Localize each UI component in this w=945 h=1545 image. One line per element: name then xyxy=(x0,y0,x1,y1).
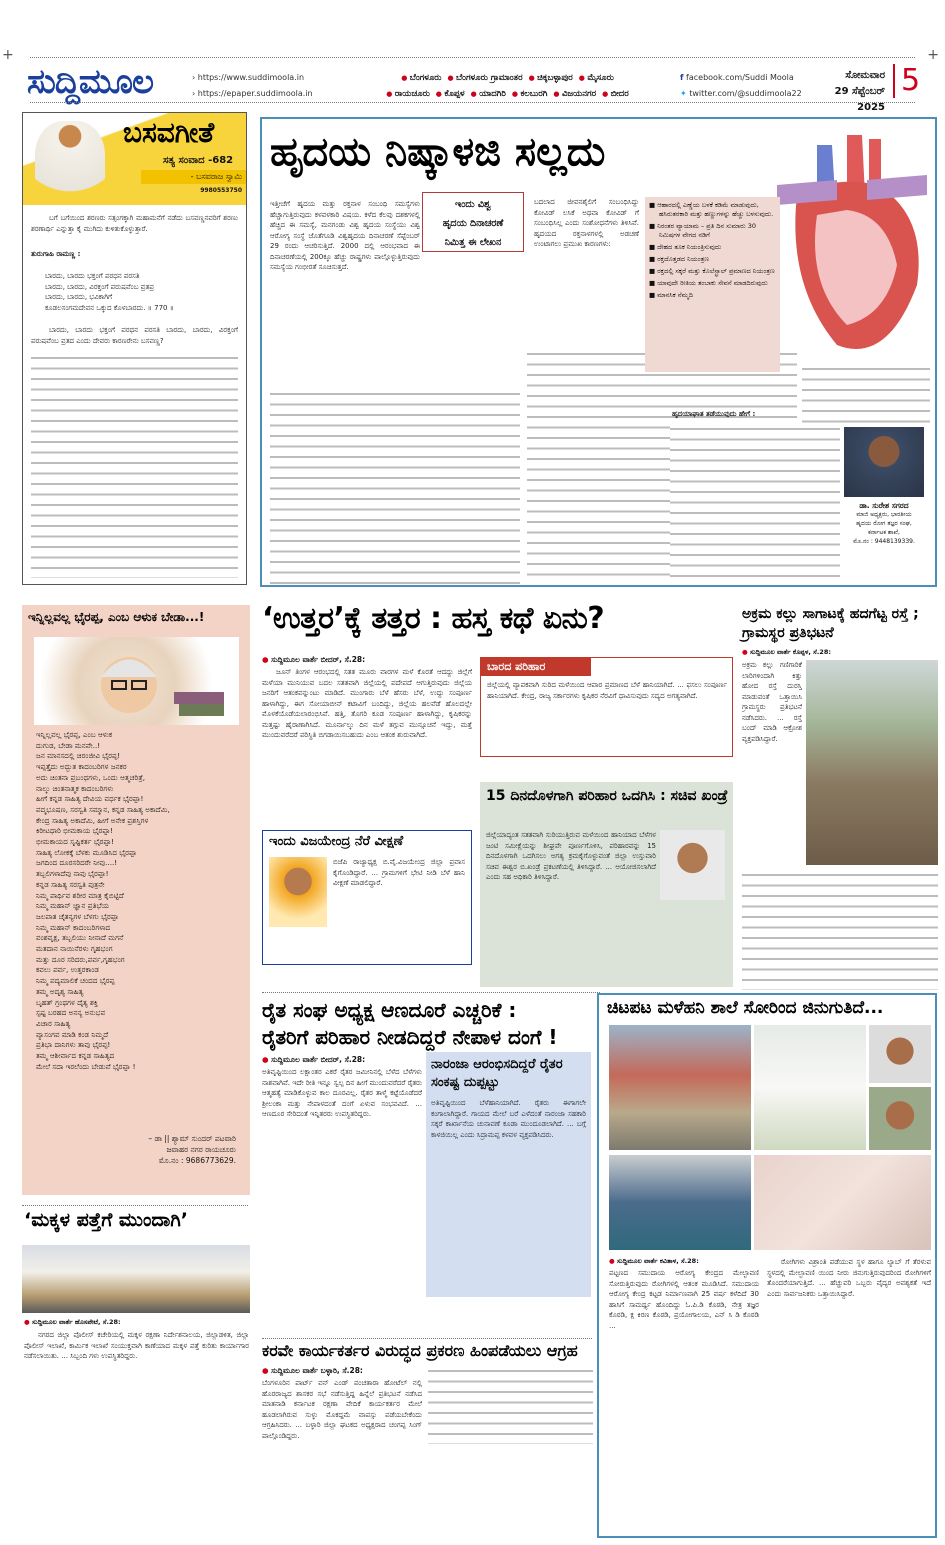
issue-date xyxy=(805,68,885,116)
lead-para-2: ಬದಲಾದ ಜೀವನಶೈಲಿಗೆ ಸಂಬಂಧಿಸಿದ್ದು ಕೋವಿಡ್ ಲಸಿಕೆ ಅಥವಾ ಕೋವಿಡ್ ಗೆ ಸಂಬಂಧಿಸಿಲ್ಲ ಎಂದು ಸಂಶೋಧನೆಗಳು ತಿಳಿಸಿವೆ. ಹೃದಯದ ರಕ್ತನಾಳಗಳಲ್ಲಿ ಅಡಚಣೆ ಉಂಟಾಗಲು ಪ್ರಮುಖ ಕಾರಣಗಳು: xyxy=(534,198,639,248)
damaged-road-photo xyxy=(806,660,938,865)
chitapata-body: ಪಟ್ಟಣದ ಸಮುದಾಯ ಆರೋಗ್ಯ ಕೇಂದ್ರದ ಮೇಲ್ಛಾವಣಿ ಸೋರುತ್ತಿರುವುದು ರೋಗಿಗಳಲ್ಲಿ ಆತಂಕ ಮೂಡಿಸಿದೆ. ಸಮುದಾಯ ಆರೋಗ್ಯ ಕೇಂದ್ರ ಕಟ್ಟಡ ನಿರ್ಮಾಣವಾಗಿ 25 ವರ್ಷ ಕಳೆದಿದೆ 30 ಹಾಸಿಗೆ ಸಾಮರ್ಥ್ಯ ಹೊಂದಿದ್ದು ಓ.ಪಿ.ಡಿ ಕೊಠಡಿ, ನೇತ್ರ ತಜ್ಞರ ಕೊಠಡಿ, ಕ್ಷ ಕಿರಣ ಕೊಠಡಿ, ಪ್ರಯೋಗಾಲಯ, ಎನ್ ಸಿ ಡಿ ಕೊಠಡಿ ... xyxy=(609,1269,759,1330)
poem-line: ಜಗದಿಂದ ದೂರಸರಿದರೇ ನೀವು....! xyxy=(36,858,118,868)
poem-line: ಇಪ್ಪತ್ತೈದು ಅದ್ಭುತ ಕಾದಂಬರಿಗಳ ಜನಕರ xyxy=(36,762,127,772)
khandre-box xyxy=(480,782,733,987)
verse-line: ಕೂಡಲಸಂಗಮದೇವನ ಒಕ್ಕುದ ಕೊಳಬಾರದು. ॥ 770 ॥ xyxy=(45,303,174,312)
verse-line: ಬಾರದು, ಬಾರದು, ವಿರಕ್ತಂಗೆ ಪರುಷವೆಂಬ ವ್ರತಪ್ರ xyxy=(45,282,154,291)
author-photo xyxy=(844,427,924,497)
poem-line: ಕೇಂದ್ರ ಸಾಹಿತ್ಯ ಅಕಾದೆಮಿ, ಹೀಗೆ ಅನೇಕ ಪ್ರಶಸ್ತಿಗಳ xyxy=(36,815,149,825)
makkala-byline: ● ಸುದ್ದಿಮೂಲ ವಾರ್ತೆ ಹೊಸಪೇಟೆ, ಸೆ.28: xyxy=(24,1318,121,1327)
akrama-body: ಅಕ್ರಮ ಕಲ್ಲು ಗಣಿಗಾರಿಕೆ ಲಾರಿಗಳಿಂದಾಗಿ ಕಿತ್ತು ಹೋದ ರಸ್ತೆ ದುರಸ್ತಿ ಮಾಡುವಂತೆ ಒತ್ತಾಯಿಸಿ ಗ್ರಾಮಸ್ಥರು ಪ್ರತಿಭಟನೆ ನಡೆಸಿದರು. ... ರಸ್ತೆ ಬಂದ್ ಮಾಡಿ ಆಕ್ರೋಶ ವ್ಯಕ್ತಪಡಿಸಿದ್ದಾರೆ. xyxy=(742,661,802,743)
chitapata-article xyxy=(597,993,937,1538)
workshop-photo xyxy=(22,1245,250,1313)
lead-headline: ಹೃದಯ ನಿಷ್ಕಾಳಜಿ ಸಲ್ಲದು xyxy=(270,129,606,175)
poem-line: ಸ್ಪಷ್ಟ ಬರಹದ ಅನನ್ಯ ಅನುಭವ xyxy=(36,1008,106,1018)
poem-line: ತಮ್ಮ ಆಶೀರ್ವಾದ ಕನ್ನಡ ಸಾಹಿತ್ಯದ xyxy=(36,1051,115,1061)
bhyrappa-portrait xyxy=(34,637,239,725)
author-line: ಹೃದಯ ರೋಗ ತಜ್ಞರ ಸಂಘ, xyxy=(856,520,912,527)
city-link[interactable]: ● ಬೀದರ xyxy=(602,89,629,99)
website-links xyxy=(192,70,313,102)
logo[interactable]: ಸುದ್ದಿಮೂಲ xyxy=(27,62,153,102)
heart-tip-text: ಯಾವುದೇ ರೀತಿಯ ತಂಬಾಕು ಸೇವನೆ ಮಾಡದಿರುವುದು xyxy=(657,279,768,287)
poem-line: ದುಗುಡ, ಬೇಡಾ ಮನವೇ..! xyxy=(36,740,101,750)
city-link[interactable]: ● ಕಲಬುರಗಿ xyxy=(512,89,547,99)
world-heart-day-note xyxy=(422,192,524,252)
khandre-title: 15 ದಿನದೊಳಗಾಗಿ ಪರಿಹಾರ ಒದಗಿಸಿ : ಸಚಿವ ಖಂಡ್ರೆ xyxy=(486,788,728,804)
bullet-square-icon: ■ xyxy=(649,267,658,275)
vijayendra-photo xyxy=(269,857,327,927)
heart-tip xyxy=(649,201,776,219)
city-link[interactable]: ● ವಿಜಯನಗರ xyxy=(553,89,596,99)
raitha-byline: ● ಸುದ್ದಿಮೂಲ ವಾರ್ತೆ ಬೀದರ್, ಸೆ.28: xyxy=(262,1055,365,1065)
heart-tip xyxy=(649,222,776,240)
lead-para-1: ಇತ್ತೀಚೆಗೆ ಹೃದಯ ಮತ್ತು ರಕ್ತನಾಳ ಸಂಬಂಧಿ ಸಮಸ್ಯೆಗಳು ಹೆಚ್ಚಾಗುತ್ತಿರುವುದು ಕಳವಳಕಾರಿ ವಿಷಯ. ಕಳೆದ ಕೆಲವು ದಶಕಗಳಲ್ಲಿ ಹೆಚ್ಚಿದ ಈ ಸಮಸ್ಯೆ, ಮನಗಂಡು ವಿಶ್ವ ಹೃದಯ ಸಂಸ್ಥೆಯು ವಿಶ್ವ ಆರೋಗ್ಯ ಸಂಸ್ಥೆ ಜೊತೆಗೂಡಿ ವಿಶ್ವಹೃದಯ ದಿನಾಚರಣೆ ಸೆಪ್ಟೆಂಬರ್ 29 ರಂದು ಆಚರಿಸುತ್ತಿದೆ. 2000 ದಲ್ಲಿ ಆರಂಭವಾದ ಈ ದಿನಾಚರಣೆಯಲ್ಲಿ 200ಕ್ಕೂ ಹೆಚ್ಚು ರಾಷ್ಟ್ರಗಳು ಪಾಲ್ಗೊಳ್ಳುತ್ತಿರುವುದು ಸಮಸ್ಯೆಯ ಗಂಭೀರತೆ ಸೂಚಿಸುತ್ತದೆ. xyxy=(270,200,420,271)
twitter-icon: ✦ xyxy=(680,89,687,98)
heart-tips-box xyxy=(645,197,780,372)
akrama-byline: ● ಸುದ್ದಿಮೂಲ ವಾರ್ತೆ ಕೊಪ್ಪಳ, ಸೆ.28: xyxy=(742,648,831,657)
crop-mark: + xyxy=(2,47,14,63)
twitter-link[interactable]: twitter.com/@suddimoola22 xyxy=(689,89,802,98)
bullet-square-icon: ■ xyxy=(649,255,658,263)
author-line: ಮಾಜಿ ಅಧ್ಯಕ್ಷರು, ಭಾರತೀಯ xyxy=(856,511,912,518)
lead-col-1-text xyxy=(270,389,520,584)
basavageete-title: ಬಸವಗೀತೆ xyxy=(123,116,215,149)
section-divider xyxy=(262,1338,592,1339)
barada-parihara-box xyxy=(480,657,733,757)
barada-parihara-body: ಜಿಲ್ಲೆಯಲ್ಲಿ ವ್ಯಾಪಕವಾಗಿ ಸುರಿದ ಮಳೆಯಿಂದ ಆಪಾರ ಪ್ರಮಾಣದ ಬೆಳೆ ಹಾನಿಯಾಗಿದೆ. ... ಫಸಲು ಸಂಪೂರ್ಣ ಹಾನಿಯಾಗಿದೆ. ಕೇಂದ್ರ, ರಾಜ್ಯ ಸರ್ಕಾರಗಳು ಕೃಷಿಕರ ನೆರವಿಗೆ ಧಾವಿಸುವುದು ಸದ್ಯದ ಅಗತ್ಯವಾಗಿದೆ. xyxy=(487,681,727,700)
poem-line: ವ್ಯಾಸಂಗವ ಮಾಡಿ ಕಂಡ ನಿಮ್ಮದೆ xyxy=(36,1029,109,1039)
poem-line: ನಿಮ್ಮ ಪದ್ಯಮಾಲಿಕೆ ಚಂದದ ಭೈರಪ್ಪ xyxy=(36,976,115,986)
city-link[interactable]: ● ಕೊಪ್ಪಳ xyxy=(436,89,465,99)
city-link[interactable]: ● ಯಾದಗಿರಿ xyxy=(471,89,506,99)
heart-tip xyxy=(649,267,776,276)
section-divider xyxy=(262,992,600,993)
poem-line: ಪದ್ಮಭೂಷಣ, ಸರಸ್ವತಿ ಸಮ್ಮಾನ, ಕನ್ನಡ ಸಾಹಿತ್ಯ ಅಕಾದೆಮಿ, xyxy=(36,804,170,814)
top-divider xyxy=(30,57,915,58)
karave-body-continued xyxy=(428,1366,593,1444)
poem-line: ಜಲಪಾತ ಚೈತನ್ಯಗಳ ಬೆಳಗು ಭೈರಪ್ಪಾ xyxy=(36,911,119,921)
poem-lines xyxy=(36,730,241,1073)
official-photo-2 xyxy=(869,1087,931,1150)
crop-mark: + xyxy=(927,47,939,63)
poem-line: ಅದು ಚಿಂತನಾ ಪ್ರಬಂಧಗಳು, ಒಂದು ಆತ್ಮಚರಿತ್ರೆ, xyxy=(36,772,146,782)
basavageete-subtitle: ಸತ್ಯ ಸಂವಾದ -682 xyxy=(163,155,234,166)
epaper-link[interactable]: https://epaper.suddimoola.in xyxy=(197,89,313,98)
bullet-square-icon: ■ xyxy=(649,201,658,209)
heart-tip-text: ಆಹಾರದಲ್ಲಿ ಎಣ್ಣೆಯ ಬಳಕೆ ಕಡಿಮೆ ಮಾಡುವುದು, ಹಸಿರುತರಕಾರಿ ಮತ್ತು ಹಣ್ಣುಗಳನ್ನು ಹೆಚ್ಚು ಬಳಸುವುದು. xyxy=(657,201,774,218)
poem-line: ನಾಲ್ಕು ಚಿಂತನಾತ್ಮಕ ಕಾದಂಬರಿಗಳು xyxy=(36,783,114,793)
flooded-hospital-photo xyxy=(609,1025,751,1150)
basavanna-illustration xyxy=(35,121,105,206)
poem-line: ವಂಶವೃಕ್ಷ, ತಬ್ಬಲಿಯು ನೀನಾದೆ ಮಗನೆ xyxy=(36,933,124,943)
raitha-body: ಅತಿವೃಷ್ಟಿಯಿಂದ ಲಕ್ಷಾಂತರ ಎಕರೆ ರೈತರ ಜಮೀನಿನಲ್ಲಿ ಬೆಳೆದ ಬೆಳೆಗಳು ನಾಶವಾಗಿವೆ. ಇದೇ ರೀತಿ ಇನ್ನೂ ಸ್ವಲ್ಪ ದಿನ ಹೀಗೆ ಮುಂದುವರೆದರೆ ರೈತರು ಆತ್ಮಹತ್ಯೆ ಮಾಡಿಕೊಳ್ಳುವ ಕಾಲ ದೂರವಿಲ್ಲ. ರೈತರ ತಾಳ್ಮೆ ಕಟ್ಟೆಯೊಡೆದರೆ ಶ್ರೀಲಂಕಾ ಮತ್ತು ನೇಪಾಳದಂತೆ ದಂಗೆ ಏಳುವ ಸಂಭವವಿದೆ. ... ಆಣದೂರ ಸೇರಿದಂತೆ ಇನ್ನಿತರರು ಉಪಸ್ಥಿತರಿದ್ದರು. xyxy=(262,1068,422,1118)
bullet-square-icon: ■ xyxy=(649,243,658,251)
poem-line: ನಿಮ್ಮ ಮಹಾನ್ ಜ್ಞಾನ ಪ್ರತಿಭೆಯ xyxy=(36,901,110,911)
chevron-right-icon: › xyxy=(192,89,196,98)
poem-line: ಮೇಲೆ ಸದಾ ಇರಲೆಂದು ಬೇಡುವೆ ಭೈರಪ್ಪಾ ! xyxy=(36,1061,136,1071)
author-name: ಡಾ. ಸುರೇಶ ಸಗರದ xyxy=(859,501,909,510)
bullet-square-icon: ■ xyxy=(649,279,658,287)
raitha-headline-2: ರೈತರಿಗೆ ಪರಿಹಾರ ನೀಡದಿದ್ದರೆ ನೇಪಾಳ ದಂಗೆ ! xyxy=(262,1025,558,1049)
khandre-photo xyxy=(660,830,725,900)
poem-line: ನಿಮ್ಮ ಪಾರ್ಥಿವ ಶರೀರ ಮಾತ್ರ ಕೈಬಿಟ್ಟಿದೆ xyxy=(36,890,124,900)
lead-subhead: ಹೃದಯಾಘಾತ ತಡೆಯುವುದು ಹೇಗೆ : xyxy=(672,410,756,418)
city-editions xyxy=(338,70,683,102)
weekday: ಸೋಮವಾರ xyxy=(845,70,885,81)
poem-line: ಜನ ಮಾನಸದಲ್ಲಿ ಚಿರಂಜೀವಿ ಭೈರಪ್ಪ! xyxy=(36,751,121,761)
basavageete-author: - ಬಸವರಾಜ ಸ್ವಾಮಿ xyxy=(141,170,246,184)
basavageete-verse xyxy=(45,271,235,313)
heart-tip xyxy=(649,243,776,252)
poem-line: ಇನ್ನಿಲ್ಲವಲ್ಲ ಭೈರಪ್ಪ, ಎಂಬ ಆಳುಕ xyxy=(36,730,113,739)
basavageete-phone: 9980553750 xyxy=(200,187,242,194)
lead-col-3-text xyxy=(802,364,930,424)
makkala-body: ನಗರದ ಜಿಲ್ಲಾ ಪೊಲೀಸ್ ಕಚೇರಿಯಲ್ಲಿ ಮಕ್ಕಳ ರಕ್ಷಣಾ ನಿರ್ದೇಶನಾಲಯ, ಜಿಲ್ಲಾಡಳಿತ, ಜಿಲ್ಲಾ ಪೊಲೀಸ್ ಇಲಾಖೆ, ಕಾರ್ಮಿಕ ಇಲಾಖೆ ಸಂಯುಕ್ತವಾಗಿ ಕಾಣೆಯಾದ ಮಕ್ಕಳ ಪತ್ತೆ ಕುರಿತು ಕಾರ್ಯಾಗಾರ ನಡೆಸಲಾಯಿತು. ... ಸಿಬ್ಬಂದಿ ಗಳು ಉಪಸ್ಥಿತರಿದ್ದರು. xyxy=(24,1331,249,1360)
naranja-title: ನಾರಂಜಾ ಆರಂಭಿಸದಿದ್ದರೆ ರೈತರ ಸಂಕಷ್ಟ ದುಪ್ಪಟ್ಟು xyxy=(431,1057,563,1090)
heart-tip-text: ನಿರಂತರ ವ್ಯಾಯಾಮ – ಪ್ರತಿ ದಿನ ಸುಮಾರು 30 ನಿಮಿಷಗಳ ವೇಗದ ನಡಿಗೆ xyxy=(657,222,756,239)
chitapata-body-2: ರೋಗಿಗಳು ವಿಶ್ರಾಂತಿ ಪಡೆಯುವ ಸ್ಥಳ ಹಾಗೂ ಲ್ಯಾಬ್ ಗೆ ತೆರಳುವ ಸ್ಥಳದಲ್ಲಿ ಮೇಲ್ಛಾವಣಿ ಯಿಂದ ನೀರು ಜಿನುಗುತ್ತಿರುವುದರಿಂದ ರೋಗಿಗಳಿಗೆ ತೊಂದರೆಯಾಗುತ್ತಿದೆ. ... ಹೆಚ್ಚುವರಿ ಒಬ್ಬರು ವೈದ್ಯರ ಅವಶ್ಯಕತೆ ಇದೆ ಎಂದು ಸಾರ್ವಜನಿಕರು ಒತ್ತಾಯಿಸಿದ್ದಾರೆ. xyxy=(767,1258,931,1298)
city-link[interactable]: ● ಬೆಂಗಳೂರು xyxy=(401,73,441,83)
chitapata-byline: ● ಸುದ್ದಿಮೂಲ ವಾರ್ತೆ ಕವಿತಾಳ, ಸೆ.28: xyxy=(609,1257,699,1266)
heart-tip xyxy=(649,291,776,300)
heart-tip-text: ಮಾನಸಿಕ ನೆಮ್ಮದಿ xyxy=(657,291,693,299)
uttara-byline: ● ಸುದ್ದಿಮೂಲ ವಾರ್ತೆ ಬೀದರ್, ಸೆ.28: xyxy=(262,655,365,665)
poem-line: ಬೃಹತ್ ಗ್ರಂಥಗಳ ದೈತ್ಯ ಶಕ್ತಿ xyxy=(36,997,98,1007)
poem-line: ತಮ್ಮ ಅದೃಶ್ಯ ಸಾಹಿತ್ಯ xyxy=(36,986,84,996)
note-line: ನಿಮಿತ್ತ ಈ ಲೇಖನ xyxy=(444,237,502,248)
heart-tip xyxy=(649,279,776,288)
vijayendra-body: ಬಿಜೆಪಿ ರಾಜ್ಯಾಧ್ಯಕ್ಷ ಬಿ.ವೈ.ವಿಜಯೇಂದ್ರ ಜಿಲ್ಲಾ ಪ್ರವಾಸ ಕೈಗೊಂಡಿದ್ದಾರೆ. ... ಗ್ರಾಮಗಳಿಗೆ ಭೇಟಿ ನೀಡಿ ಬೆಳೆ ಹಾನಿ ವೀಕ್ಷಣೆ ಮಾಡಲಿದ್ದಾರೆ. xyxy=(333,858,465,887)
poem-line: ಸಾಹಿತ್ಯ ಲೋಕಕ್ಕೆ ಬೆಳಕು ಮೂಡಿಸಿದ ಭೈರಪ್ಪಾ xyxy=(36,847,137,857)
note-line: ಇಂದು ವಿಶ್ವ xyxy=(455,199,491,210)
poem-line: ಕನ್ನಡ ಸಾಹಿತ್ಯ ಸರಸ್ವತಿ ಪುತ್ರನೇ xyxy=(36,879,105,889)
poem-line: ಮತ್ತು ದೂರ ಸರಿದರು,ಪರ್ವ,ಗೃಹಭಂಗ xyxy=(36,954,125,964)
heart-tip-text: ರಕ್ತದೊತ್ತಡದ ನಿಯಂತ್ರಣ xyxy=(657,255,709,263)
naranja-body: ಅತಿವೃಷ್ಟಿಯಿಂದ ಬೆಳೆಹಾನಿಯಾಗಿದೆ. ರೈತರು ಈಗಾಗಲೇ ಕಂಗಾಲಾಗಿದ್ದಾರೆ. ಗಾಯದ ಮೇಲೆ ಬರೆ ಎಳೆದಂತೆ ನಾರಂಜಾ ಸಹಕಾರಿ ಸಕ್ಕರೆ ಕಾರ್ಖಾನೆಯ ಚುನಾವಣೆ ಕೂಡಾ ಮುಂದೂಡಲಾಗಿದೆ. ... ಬಗ್ಗೆ ಕಾಳಜಿಯಿಲ್ಲ ಎಂದು ಸಿದ್ರಾಮಪ್ಪ ಕಳವಳ ವ್ಯಕ್ತಪಡಿಸಿದರು. xyxy=(431,1099,586,1139)
makkala-headline: ‘ಮಕ್ಕಳ ಪತ್ತೆಗೆ ಮುಂದಾಗಿ’ xyxy=(24,1209,188,1231)
note-line: ಹೃದಯ ದಿನಾಚರಣೆ xyxy=(442,218,504,229)
verse-line: ಬಾರದು, ಬಾರದು, ಭವಿಕಾಗಿಗೆ xyxy=(45,293,113,301)
facebook-link[interactable]: facebook.com/Suddi Moola xyxy=(686,73,794,82)
poem-line: ಕಿರೀಟಧಾರಿ ಭೀಮಕಾಯ ಭೈರಪ್ಪಾ! xyxy=(36,826,113,836)
poem-line: ಮತದಾನ ನಾಯಿನೆರಳು ಗೃಹಭಂಗ xyxy=(36,944,113,954)
basavageete-column xyxy=(22,112,247,585)
city-link[interactable]: ● ಮೈಸೂರು xyxy=(579,73,614,83)
karave-byline: ● ಸುದ್ದಿಮೂಲ ವಾರ್ತೆ ಬಳ್ಳಾರಿ, ಸೆ.28: xyxy=(262,1366,363,1376)
basavageete-section-title: ತುರುಗಾಹಿ ರಾಮಣ್ಣ : xyxy=(31,250,81,258)
khandre-body: ಜಿಲ್ಲೆಯಾದ್ಯಂತ ಸತತವಾಗಿ ಸುರಿಯುತ್ತಿರುವ ಮಳೆಯಿಂದ ಹಾನಿಯಾದ ಬೆಳೆಗಳ ಜಂಟಿ ಸಮೀಕ್ಷೆಯನ್ನು ಶೀಘ್ರವೇ ಪೂರ್ಣಗೊಳಿಸಿ, ಪರಿಹಾರವನ್ನು 15 ದಿನದೊಳಗಾಗಿ ಒದಗಿಸಲು ಅಗತ್ಯ ಕ್ರಮಕೈಗೊಳ್ಳುವಂತೆ ಜಿಲ್ಲಾ ಉಸ್ತುವಾರಿ ಸಚಿವ ಈಶ್ವರ ಬಿ.ಖಂಡ್ರೆ ಪ್ರಕಟಣೆಯಲ್ಲಿ ತಿಳಿಸಿದ್ದಾರೆ. ... ಆಯೋಜಿಸಲಾಗಿದೆ ಎಂದು ಸಹ ಅಧಿಕಾರಿ ತಿಳಿಸಿದ್ದಾರೆ. xyxy=(486,831,656,881)
karave-body: ಬೆಂಗಳೂರಿನ ಪಾರ್ಟ್ ವನ್ ಎಂಡ್ ಪಂಚತಾರಾ ಹೋಟೆಲ್ ನಲ್ಲಿ ಹೊರರಾಜ್ಯದ ಶಾಸಕರ ಸಭೆ ನಡೆಸುತ್ತಿದ್ದ ಹಿನ್ನೆಲೆ ಪ್ರತಿಭಟನೆ ನಡೆಸಿದ ಮಾತನಾಡಿ ಕರ್ನಾಟಕ ರಕ್ಷಣಾ ವೇದಿಕೆ ಕಾರ್ಯಕರ್ತರ ಮೇಲೆ ಹೂಡಲಾಗಿರುವ ಸುಳ್ಳು ಮೊಕದ್ದಮೆ ವಾಪಸ್ಸು ಪಡೆಯಬೇಕೆಂದು ಆಗ್ರಹಿಸಿದರು. ... ಬಳ್ಳಾರಿ ಜಿಲ್ಲಾ ಘಟಕದ ಅಧ್ಯಕ್ಷರಾದ ಚಂಗಪ್ಪ ಸಿಂಗ್ ಪಾಲ್ಗೊಂಡಿದ್ದರು. xyxy=(262,1379,422,1440)
lead-article xyxy=(260,117,937,587)
heart-tip-text: ದೇಹದ ತೂಕ ನಿಯಂತ್ರಿಸುವುದು xyxy=(657,243,722,251)
heart-illustration xyxy=(777,125,927,365)
ambulance-photo xyxy=(754,1025,866,1150)
facebook-icon: f xyxy=(680,73,684,82)
city-link[interactable]: ● ಬೆಂಗಳೂರು ಗ್ರಾಮಾಂತರ xyxy=(447,73,522,83)
city-link[interactable]: ● ಚಿಕ್ಕಬಳ್ಳಾಪುರ xyxy=(529,73,573,83)
masthead-divider xyxy=(30,102,915,103)
chevron-right-icon: › xyxy=(192,73,196,82)
poem-line: ಪ್ರತಿಭಾ ದಾನಿಗಳು ತಾವು ಭೈರಪ್ಪ! xyxy=(36,1040,111,1050)
basavageete-body-continued xyxy=(31,353,238,578)
bhyrappa-poem xyxy=(22,605,250,1195)
raitha-headline-1: ರೈತ ಸಂಘ ಅಧ್ಯಕ್ಷ ಆಣದೂರೆ ಎಚ್ಚರಿಕೆ : xyxy=(262,998,517,1022)
date-text: 29 ಸೆಪ್ಟೆಂಬರ್ 2025 xyxy=(834,86,885,113)
leaking-ceiling-photo xyxy=(754,1155,931,1250)
verse-line: ಬಾರದು, ಬಾರದು ಭಕ್ತಂಗೆ ಪರಧನ ಪರಸತಿ xyxy=(45,272,140,280)
poem-title: ಇನ್ನಿಲ್ಲವಲ್ಲ ಭೈರಪ್ಪ, ಎಂಬ ಆಳುಕ ಬೇಡಾ...! xyxy=(28,610,205,624)
vijayendra-box xyxy=(262,830,472,965)
poet-name: – ಡಾ || ಶ್ಯಾಮ್ ಸುಂದರ್ ಪಟವಾರಿ xyxy=(148,1134,236,1143)
poem-line: ಭೀಮಕಾಯದ ಸೃಷ್ಟಿಕರ್ತ ಭೈರಪ್ಪಾ! xyxy=(36,837,115,847)
akrama-headline: ಅಕ್ರಮ ಕಲ್ಲು ಸಾಗಾಟಕ್ಕೆ ಹದಗೆಟ್ಟ ರಸ್ತೆ ; ಗ್ರಾಮಸ್ಥರ ಪ್ರತಿಭಟನೆ xyxy=(742,606,919,641)
bullet-square-icon: ■ xyxy=(649,222,658,230)
uttara-headline: ‘ಉತ್ತರ’ಕ್ಕೆ ತತ್ತರ : ಹಸ್ತ ಕಥೆ ಏನು? xyxy=(262,601,605,636)
karave-headline: ಕರವೇ ಕಾರ್ಯಕರ್ತರ ವಿರುದ್ಧದ ಪ್ರಕರಣ ಹಿಂಪಡೆಯಲು ಆಗ್ರಹ xyxy=(262,1341,578,1360)
poem-line: ಹೀಗೆ ಕನ್ನಡ ಸಾಹಿತ್ಯ ದೇವಿಯ ವರ್ಧಕ ಭೈರಪ್ಪಾ! xyxy=(36,794,144,804)
social-links xyxy=(680,70,802,102)
lead-col-4-text xyxy=(670,424,840,579)
city-link[interactable]: ● ರಾಯಚೂರು xyxy=(386,89,430,99)
author-credit xyxy=(834,501,934,546)
poet-place: ಜವಾಹರ ನಗರ ರಾಯಚೂರು xyxy=(166,1145,236,1154)
section-divider xyxy=(22,1205,248,1206)
website-link[interactable]: https://www.suddimoola.in xyxy=(197,73,305,82)
heart-tip xyxy=(649,255,776,264)
page-number: 5 xyxy=(893,64,920,98)
basavageete-body: ಬಾರದು, ಬಾರದು ಭಕ್ತಂಗೆ ಪರಧನ ಪರಸತಿ ಬಾರದು, ಬಾರದು, ವಿರಕ್ತಂಗೆ ಪರುಷವೆಂಬ ವ್ರತದ ಎಂದು ದೇವರು ಕಾರಣರೇನು ಬಸವಣ್ಣ? xyxy=(31,326,238,345)
barada-parihara-title: ಬಾರದ ಪರಿಹಾರ xyxy=(481,658,591,676)
poem-line: ನಿಮ್ಮ ಮಹಾನ್ ಕಾದಂಬರಿಗಳಾದ xyxy=(36,922,111,932)
poet-credit xyxy=(148,1133,236,1166)
author-line: ಮೊ.ನಂ : 9448139339. xyxy=(853,538,915,545)
heart-tip-text: ರಕ್ತದಲ್ಲಿ ಸಕ್ಕರೆ ಮತ್ತು ಕೊಲೆಸ್ಟ್ರಾಲ್ ಪ್ರಮಾಣದ ನಿಯಂತ್ರಣ xyxy=(657,267,775,275)
akrama-body-continued xyxy=(742,870,938,990)
uttara-body: ಜೂನ್ ತಿಂಗಳ ಆರಂಭದಲ್ಲಿ ಸತತ ಮೂರು ವಾರಗಳ ಮಳೆ ಕೊರತೆ ಆದದ್ದು ಜಿಲ್ಲೆಗೆ ಮಳೆಯಾ ಮುನಿಯುವ ಬದಲ ಸತತವಾಗಿ ಜಿಲ್ಲೆಯಲ್ಲಿ ಪದೇಪದೆ ಆಗುತ್ತಿರುವುದು ಜಿಲ್ಲೆಯ ಜನರಿಗೆ ಆತಂಕವನ್ನುಂಟು ಮಾಡಿದೆ. ಮುಂಗಾರು ಬೆಳೆ ಹೆಸರು ಬೆಳೆ, ಉದ್ದು ಸಂಪೂರ್ಣ ಹಾಳಾಗಿದ್ದು, ಈಗ ಸೋಯಾಬೀನ್ ಕಟಾವಿಗೆ ಬಂದಿದ್ದು, ಜಿಲ್ಲೆಯ ಹಲವೆಡೆ ಹೊಲದಲ್ಲೇ ಮೊಳಕೆಯೊಡೆಯಲಾರಂಭಿಸಿವೆ. ಹತ್ತಿ, ತೊಗರಿ ಕೂಡ ಸಂಪೂರ್ಣ ಹಾಳಾಗಿದ್ದು, ಕೃಷಿಕರನ್ನು ಮತ್ತಷ್ಟು ಹೈರಾಣಾಗಿಸಿದೆ. ಮೂರ್ನಾಲ್ಕು ದಿನ ಮಳೆ ತಗ್ಗುವ ಮುನ್ಸೂಚನೆ ಇದ್ದು, ಮತ್ತೆ ಮುಂದುವರೆದರೆ ಪರಿಸ್ಥಿತಿ ಬಿಗಡಾಯಿಸಬಹುದು ಎಂಬ ಆತಂಕ ಶುರುವಾಗಿದೆ. xyxy=(262,668,472,739)
official-photo-1 xyxy=(869,1025,931,1083)
naranja-box xyxy=(426,1052,591,1297)
chitapata-headline: ಚಿಟಪಟ ಮಳೆಹನಿ ಶಾಲೆ ಸೋರಿಂದ ಜಿನುಗುತಿದೆ... xyxy=(607,998,884,1018)
basavageete-intro: ಬಗೆ ಬಗೆಯಿಂದ ಶರಣರು ಸತ್ಸಂಗಕ್ಕಾಗಿ ಮಹಾಮನೆಗೆ ನಡೆದು ಬಸವಣ್ಣನವರಿಗೆ ಶರಣು ಶರಣಾರ್ಥಿ ಎನ್ನುತ್ತಾ ಕೈ ಮುಗಿದು ಕುಳಿತುಕೊಳ್ಳುತ್ತಾರೆ. xyxy=(31,214,238,233)
poem-line: ತಬ್ಬಲಿಗಳಾದೆವು ನಾವು ಭೈರಪ್ಪಾ! xyxy=(36,869,109,879)
author-line: ಕರ್ನಾಟಕ ಶಾಖೆ, xyxy=(868,529,900,536)
poet-phone: ಮೊ.ನಂ : 9686773629. xyxy=(158,1156,236,1165)
bullet-square-icon: ■ xyxy=(649,291,658,299)
vijayendra-title: ಇಂದು ವಿಜಯೇಂದ್ರ ನೆರೆ ವೀಕ್ಷಣೆ xyxy=(269,834,404,849)
poem-line: ಕವಲು ಪರ್ವ, ಉತ್ತರಕಾಂಡ xyxy=(36,965,100,975)
hospital-ward-photo xyxy=(609,1155,751,1250)
poem-line: ವಿಚಾರ ಸಾಹಿತ್ಯ xyxy=(36,1018,71,1028)
